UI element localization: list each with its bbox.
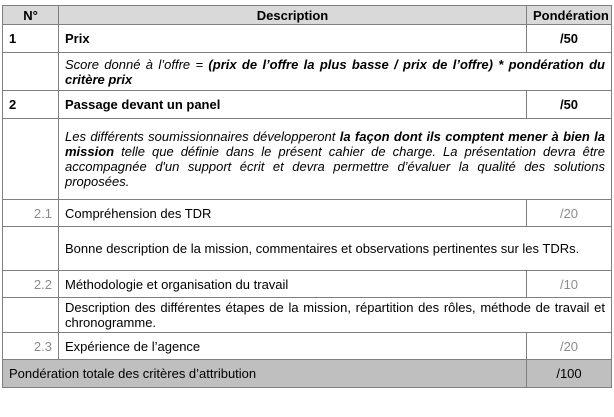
total-label: Pondération totale des critères d’attribution (3, 360, 527, 388)
criterion-desc-row-1 (3, 53, 612, 91)
empty-cell (3, 53, 59, 91)
criterion-description (59, 119, 612, 200)
subcriterion-num: 2.3 (3, 333, 59, 360)
total-row (3, 360, 612, 388)
subcriterion-title: Méthodologie et organisation du travail (59, 271, 527, 298)
desc-emphasis: la façon dont ils comptent mener à bien la mission (65, 129, 605, 159)
subcriterion-weight: /10 (527, 271, 612, 298)
criterion-num: 2 (3, 91, 59, 119)
desc-text: Score donné à l’offre = (65, 56, 209, 72)
subcriterion-num: 2.1 (3, 200, 59, 227)
subcriterion-desc-row-2-1 (3, 227, 612, 271)
criterion-weight: /50 (527, 91, 612, 119)
criterion-desc-row-2 (3, 119, 612, 200)
empty-cell (3, 119, 59, 200)
criterion-description (59, 53, 612, 91)
criterion-row-1 (3, 25, 612, 53)
subcriterion-row-2-2 (3, 271, 612, 298)
desc-text: Les différents soumissionnaires développeront (65, 129, 340, 144)
desc-text-2: telle que définie dans le présent cahier de charge. La présentation devra être accompagnée d'un support écrit et devra permettre d’évaluer la qualité des solutions proposées. (65, 144, 605, 189)
subcriterion-title: Compréhension des TDR (59, 200, 527, 227)
subcriterion-title: Expérience de l’agence (59, 333, 527, 360)
criterion-weight: /50 (527, 25, 612, 53)
subcriterion-num: 2.2 (3, 271, 59, 298)
empty-cell (3, 298, 59, 333)
award-criteria-table (2, 5, 612, 388)
table-header-row (3, 6, 612, 25)
criterion-num: 1 (3, 25, 59, 53)
header-num: N° (3, 6, 59, 25)
subcriterion-weight: /20 (527, 200, 612, 227)
desc-formula: (prix de l’offre la plus basse / prix de l’offre) * pondération du critère prix (65, 56, 605, 87)
total-weight: /100 (527, 360, 612, 388)
criterion-row-2 (3, 91, 612, 119)
subcriterion-desc-row-2-2 (3, 298, 612, 333)
criterion-title: Passage devant un panel (59, 91, 527, 119)
subcriterion-row-2-1 (3, 200, 612, 227)
subcriterion-weight: /20 (527, 333, 612, 360)
header-description: Description (59, 6, 527, 25)
subcriterion-row-2-3 (3, 333, 612, 360)
criterion-title: Prix (59, 25, 527, 53)
subcriterion-description: Bonne description de la mission, commentaires et observations pertinentes sur les TDRs. (59, 227, 612, 271)
empty-cell (3, 227, 59, 271)
subcriterion-description: Description des différentes étapes de la mission, répartition des rôles, méthode de travail et chronogramme. (59, 298, 612, 333)
header-weight: Pondération (527, 6, 612, 25)
